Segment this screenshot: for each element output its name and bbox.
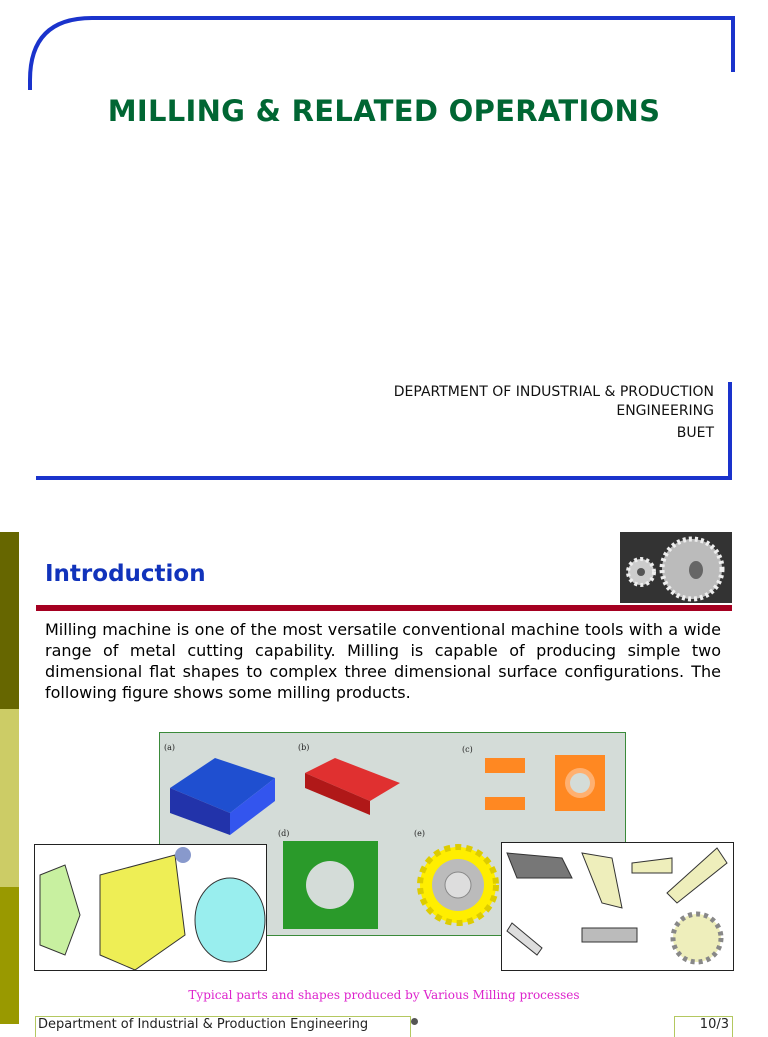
slide-title: MILLING & RELATED OPERATIONS bbox=[107, 94, 661, 128]
university-name: BUET bbox=[676, 425, 714, 441]
figure-caption: Typical parts and shapes produced by Various Milling processes bbox=[188, 988, 580, 1002]
intro-paragraph: Milling machine is one of the most versatile conventional machine tools with a wide range of metal cutting capability. Milling is capable of producing simple two dimensional flat shapes to complex three dimensional surface configurations. The following figure shows some milling products. bbox=[45, 620, 721, 702]
heading-rule bbox=[36, 605, 732, 611]
figure-label-d: (d) bbox=[278, 829, 290, 838]
sidebar-segment bbox=[0, 532, 19, 709]
vise-parts-image bbox=[34, 844, 267, 971]
machine-parts-image bbox=[501, 842, 734, 971]
figure-label-b: (b) bbox=[298, 743, 310, 752]
section-heading: Introduction bbox=[45, 561, 206, 587]
sidebar-segment bbox=[0, 709, 19, 887]
department-line: DEPARTMENT OF INDUSTRIAL & PRODUCTION bbox=[393, 384, 714, 400]
sidebar-segment bbox=[0, 887, 19, 1024]
gears-icon bbox=[620, 532, 732, 603]
figure-label-c: (c) bbox=[462, 745, 473, 754]
footer-department: Department of Industrial & Production Engineering bbox=[35, 1016, 411, 1037]
department-line: ENGINEERING bbox=[616, 403, 714, 419]
figure-label-e: (e) bbox=[414, 829, 425, 838]
figure-label-a: (a) bbox=[164, 743, 176, 752]
footer-page-number: 10/3 bbox=[674, 1016, 733, 1037]
